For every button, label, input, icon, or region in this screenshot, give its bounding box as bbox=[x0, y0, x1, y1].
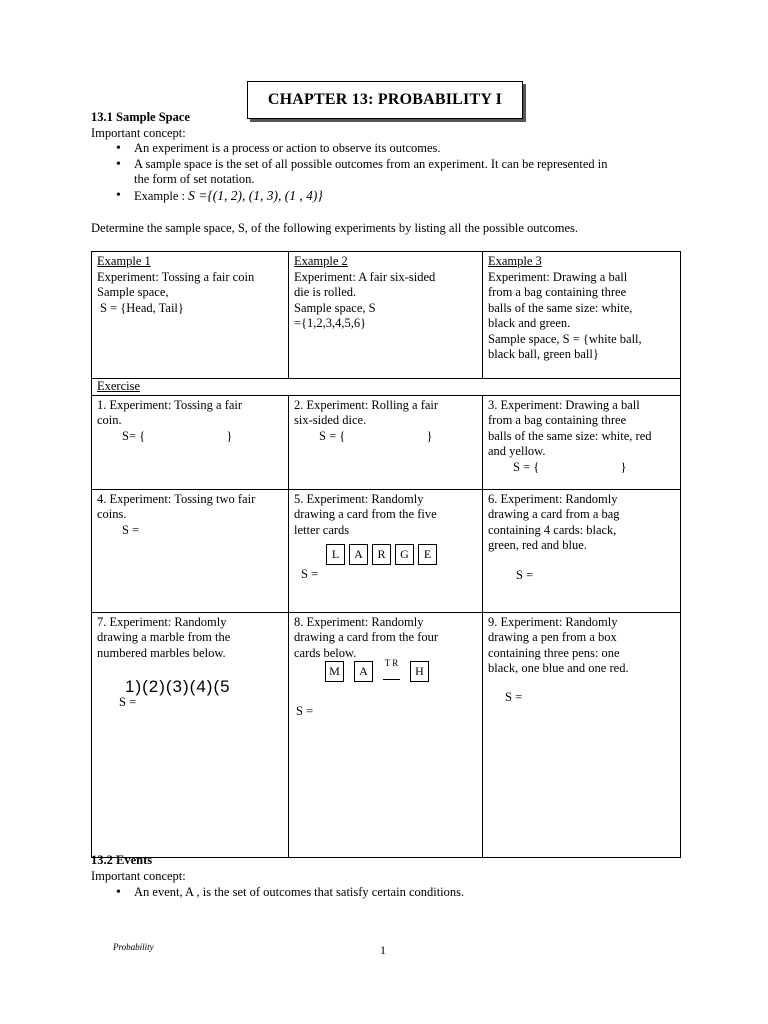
letter-card: A bbox=[354, 661, 373, 682]
letter-card: G bbox=[395, 544, 414, 565]
bullet-event: • An event, A , is the set of outcomes that satisfy certain conditions. bbox=[113, 885, 673, 901]
answer-field[interactable]: S = bbox=[122, 522, 140, 537]
answer-field[interactable]: S = bbox=[516, 567, 534, 582]
exercise-8-cell: 8. Experiment: Randomly drawing a card from the four cards below. M A T R H S = bbox=[289, 612, 483, 857]
exercise-row-3 bbox=[92, 612, 681, 857]
important-concept-label-2: Important concept: bbox=[91, 869, 186, 883]
section-heading-sample-space: 13.1 Sample Space bbox=[91, 110, 190, 124]
exercise-5-cell: 5. Experiment: Randomly drawing a card from the five letter cards L A R G E S = bbox=[289, 489, 483, 612]
answer-field[interactable]: S = bbox=[296, 704, 314, 718]
letter-card: E bbox=[418, 544, 437, 565]
answer-field[interactable]: S = { } bbox=[319, 428, 433, 443]
exercise-6-cell: 6. Experiment: Randomly drawing a card from a bag containing 4 cards: black, green, red and blue. S = bbox=[483, 489, 681, 612]
exercise-1-cell: 1. Experiment: Tossing a fair coin. S= { } bbox=[92, 395, 289, 489]
letter-card: M bbox=[325, 661, 344, 682]
example-3-cell: Example 3 Experiment: Drawing a ball from a bag containing three balls of the same size: white, black and green. Sample space, S = {white ball, black ball, green ball} bbox=[483, 252, 681, 379]
chapter-title: CHAPTER 13: PROBABILITY I bbox=[267, 91, 503, 108]
letter-card: A bbox=[349, 544, 368, 565]
exercise-4-cell: 4. Experiment: Tossing two fair coins. S = bbox=[92, 489, 289, 612]
answer-field[interactable]: S = bbox=[301, 567, 319, 581]
exercise-label-row bbox=[92, 379, 681, 396]
sample-space-table bbox=[91, 251, 681, 858]
bullet-example: • Example : S ={(1, 2), (1, 3), (1 , 4)} bbox=[113, 188, 673, 205]
letter-card: H bbox=[410, 661, 429, 682]
footer-label: Probability bbox=[113, 942, 154, 952]
answer-field[interactable]: S = bbox=[505, 689, 523, 704]
answer-field[interactable]: S= { } bbox=[122, 428, 233, 443]
example-title: Example 1 bbox=[97, 254, 151, 268]
concept-bullets bbox=[113, 141, 673, 204]
letter-card: R bbox=[372, 544, 391, 565]
letter-cards bbox=[294, 658, 477, 682]
answer-field[interactable]: S = bbox=[119, 694, 137, 709]
exercise-row-2 bbox=[92, 489, 681, 612]
example-set-notation: S ={(1, 2), (1, 3), (1 , 4)} bbox=[188, 187, 323, 203]
exercise-row-1 bbox=[92, 395, 681, 489]
example-1-cell: Example 1 Experiment: Tossing a fair coin Sample space, S = {Head, Tail} bbox=[92, 252, 289, 379]
events-bullets bbox=[113, 885, 673, 901]
letter-card: L bbox=[326, 544, 345, 565]
example-title: Example 2 bbox=[294, 254, 348, 268]
answer-field[interactable]: S = { } bbox=[513, 459, 627, 474]
page-number: 1 bbox=[380, 943, 386, 957]
instruction-text: Determine the sample space, S, of the following experiments by listing all the possible outcomes. bbox=[91, 221, 579, 235]
bullet-experiment: • An experiment is a process or action to observe its outcomes. bbox=[113, 141, 673, 157]
exercise-3-cell: 3. Experiment: Drawing a ball from a bag containing three balls of the same size: white, red and yellow. S = { } bbox=[483, 395, 681, 489]
important-concept-label: Important concept: bbox=[91, 126, 186, 140]
example-2-cell: Example 2 Experiment: A fair six-sided die is rolled. Sample space, S ={1,2,3,4,5,6} bbox=[289, 252, 483, 379]
letter-card-rotated: T R bbox=[383, 659, 400, 680]
section-heading-events: 13.2 Events bbox=[91, 853, 153, 867]
letter-cards bbox=[294, 544, 477, 565]
numbered-marbles: 1)(2)(3)(4)(5 bbox=[125, 677, 231, 696]
example-title: Example 3 bbox=[488, 254, 542, 268]
bullet-sample-space: • A sample space is the set of all possible outcomes from an experiment. It can be represented in the form of set notation. bbox=[113, 157, 673, 188]
exercise-2-cell: 2. Experiment: Rolling a fair six-sided dice. S = { } bbox=[289, 395, 483, 489]
exercise-9-cell: 9. Experiment: Randomly drawing a pen from a box containing three pens: one black, one blue and one red. S = bbox=[483, 612, 681, 857]
exercise-7-cell: 7. Experiment: Randomly drawing a marble from the numbered marbles below. 1)(2)(3)(4)(5 S = bbox=[92, 612, 289, 857]
examples-row bbox=[92, 252, 681, 379]
exercise-label: Exercise bbox=[97, 379, 141, 393]
chapter-title-box bbox=[247, 81, 523, 119]
